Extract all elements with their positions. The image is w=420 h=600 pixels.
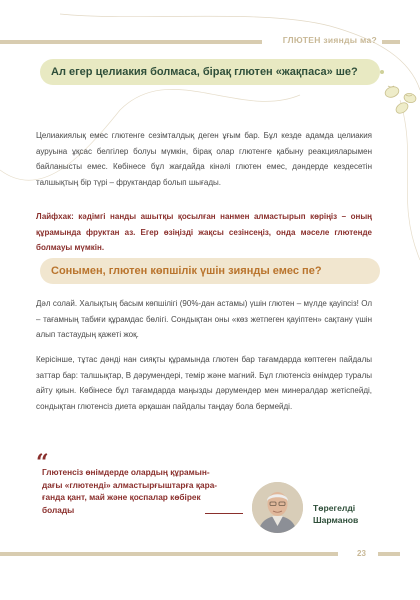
page-number: 23 — [357, 549, 366, 558]
author-name — [313, 502, 358, 526]
expert-quote — [42, 466, 257, 516]
header-rule — [0, 40, 262, 44]
section-title: ГЛЮТЕН зиянды ма? — [282, 35, 377, 45]
author-last-name: Шарманов — [313, 515, 359, 525]
author-first-name: Төрегелді — [313, 503, 356, 513]
footer-band — [0, 549, 420, 559]
decor-curve-right — [400, 100, 420, 260]
lifehack-paragraph: Лайфхак: кәдімгі нанды ашытқы қосылған нанмен алмастырып көріңіз – оның құрамында фруктан аз. Егер өзіңізді жақсы сезінсеңіз, онда мәселе глютенде болмауы мүмкін. — [36, 212, 372, 253]
header-band — [0, 35, 420, 49]
footer-rule — [0, 552, 338, 556]
paragraph-whole-grain: Керісінше, тұтас дәнді нан сияқты құрамында глютен бар тағамдарда көптеген пайдалы заттар бар: талшықтар, В дәрумендері, темір және магний. Бұл глютенсіз өнімдер туралы айту қиын. Көбінесе бұл тағамдарда маңызды дәрумендер мен минералдар жетіспейді, сондықтан глютенсіз диета әрқашан пайдалы таңдау бола бермейді. — [36, 355, 372, 411]
author-avatar — [252, 482, 303, 533]
section-heading-celiac: Ал егер целиакия болмаса, бірақ глютен «жақпаса» ше? — [40, 59, 380, 85]
header-tick — [382, 40, 400, 44]
heading-accent — [380, 70, 384, 74]
quote-underline — [205, 513, 243, 514]
quote-line-2: дағы «глютенді» алмастырғыштарға қара- — [42, 479, 218, 490]
author-portrait-icon — [252, 482, 303, 533]
paragraph-safety: Дәл солай. Халықтың басым көпшілігі (90%-дан астамы) үшін глютен – мүлде қауіпсіз! Ол – тағамның табиғи құрамдас бөлігі. Сондықтан оны «көз жетпеген қауіптен» сақтану үшін алып тастаудың қажеті жоқ. — [36, 299, 372, 340]
quote-line-3: ғанда қант, май және қоспалар көбірек — [42, 492, 201, 503]
section-heading-harm: Сонымен, глютен көпшілік үшін зиянды емес пе? — [40, 258, 380, 284]
grain-illustration — [384, 85, 417, 116]
paragraph-sensitivity: Целиакиялық емес глютенге сезімталдық деген ұғым бар. Бұл кезде адамда целиакия ауруына ұқсас белгілер болуы мүмкін, бірақ олар глютенге қабыну реакцияларымен байланысты емес. Көбінесе бұл жағдайда кінәлі глютен емес, дәндерде кездесетін талшықтың бір түрі – фруктандар болып шығады. — [36, 131, 372, 187]
quote-line-4: болады — [42, 504, 75, 515]
quote-line-1: Глютенсіз өнімдерде олардың құрамын- — [42, 467, 210, 477]
footer-tick — [378, 552, 400, 556]
quote-mark-icon: “ — [36, 450, 49, 476]
